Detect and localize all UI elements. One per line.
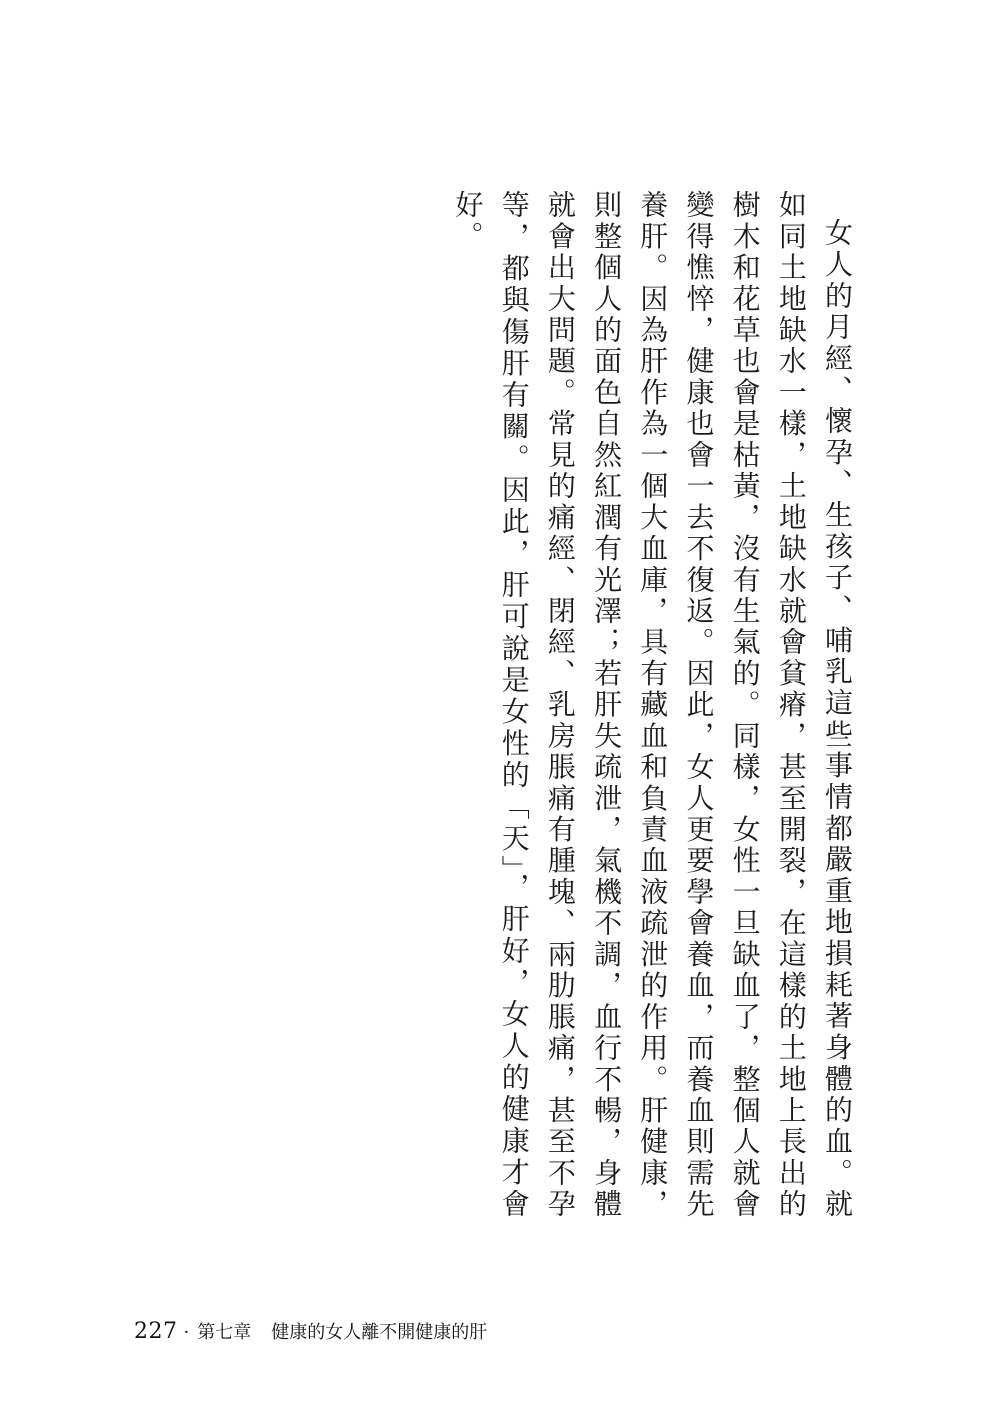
page-footer bbox=[134, 1318, 487, 1352]
body-paragraph: 女人的月經、懷孕、生孩子、哺乳這些事情都嚴重地損耗著身體的血。就如同土地缺水一樣，土地缺水就會貧瘠，甚至開裂，在這樣的土地上長出的樹木和花草也會是枯黃，沒有生氣的。同樣，女性一旦缺血了，整個人就會變得憔悴，健康也會一去不復返。因此，女人更要學會養血，而養血則需先養肝。因為肝作為一個大血庫，具有藏血和負責血液疏泄的作用。肝健康，則整個人的面色自然紅潤有光澤；若肝失疏泄，氣機不調，血行不暢，身體就會出大問題。常見的痛經、閉經、乳房脹痛有腫塊、兩肋脹痛，甚至不孕等，都與傷肝有關。因此，肝可說是女性的「天」，肝好，女人的健康才會好。 bbox=[451, 190, 854, 1220]
chapter-label: 第七章 bbox=[197, 1322, 252, 1343]
footer-separator: · bbox=[183, 1322, 190, 1343]
chapter-title: 健康的女人離不開健康的肝 bbox=[271, 1322, 488, 1343]
vertical-text-block bbox=[450, 190, 860, 1220]
page-number: 227 bbox=[134, 1319, 178, 1344]
